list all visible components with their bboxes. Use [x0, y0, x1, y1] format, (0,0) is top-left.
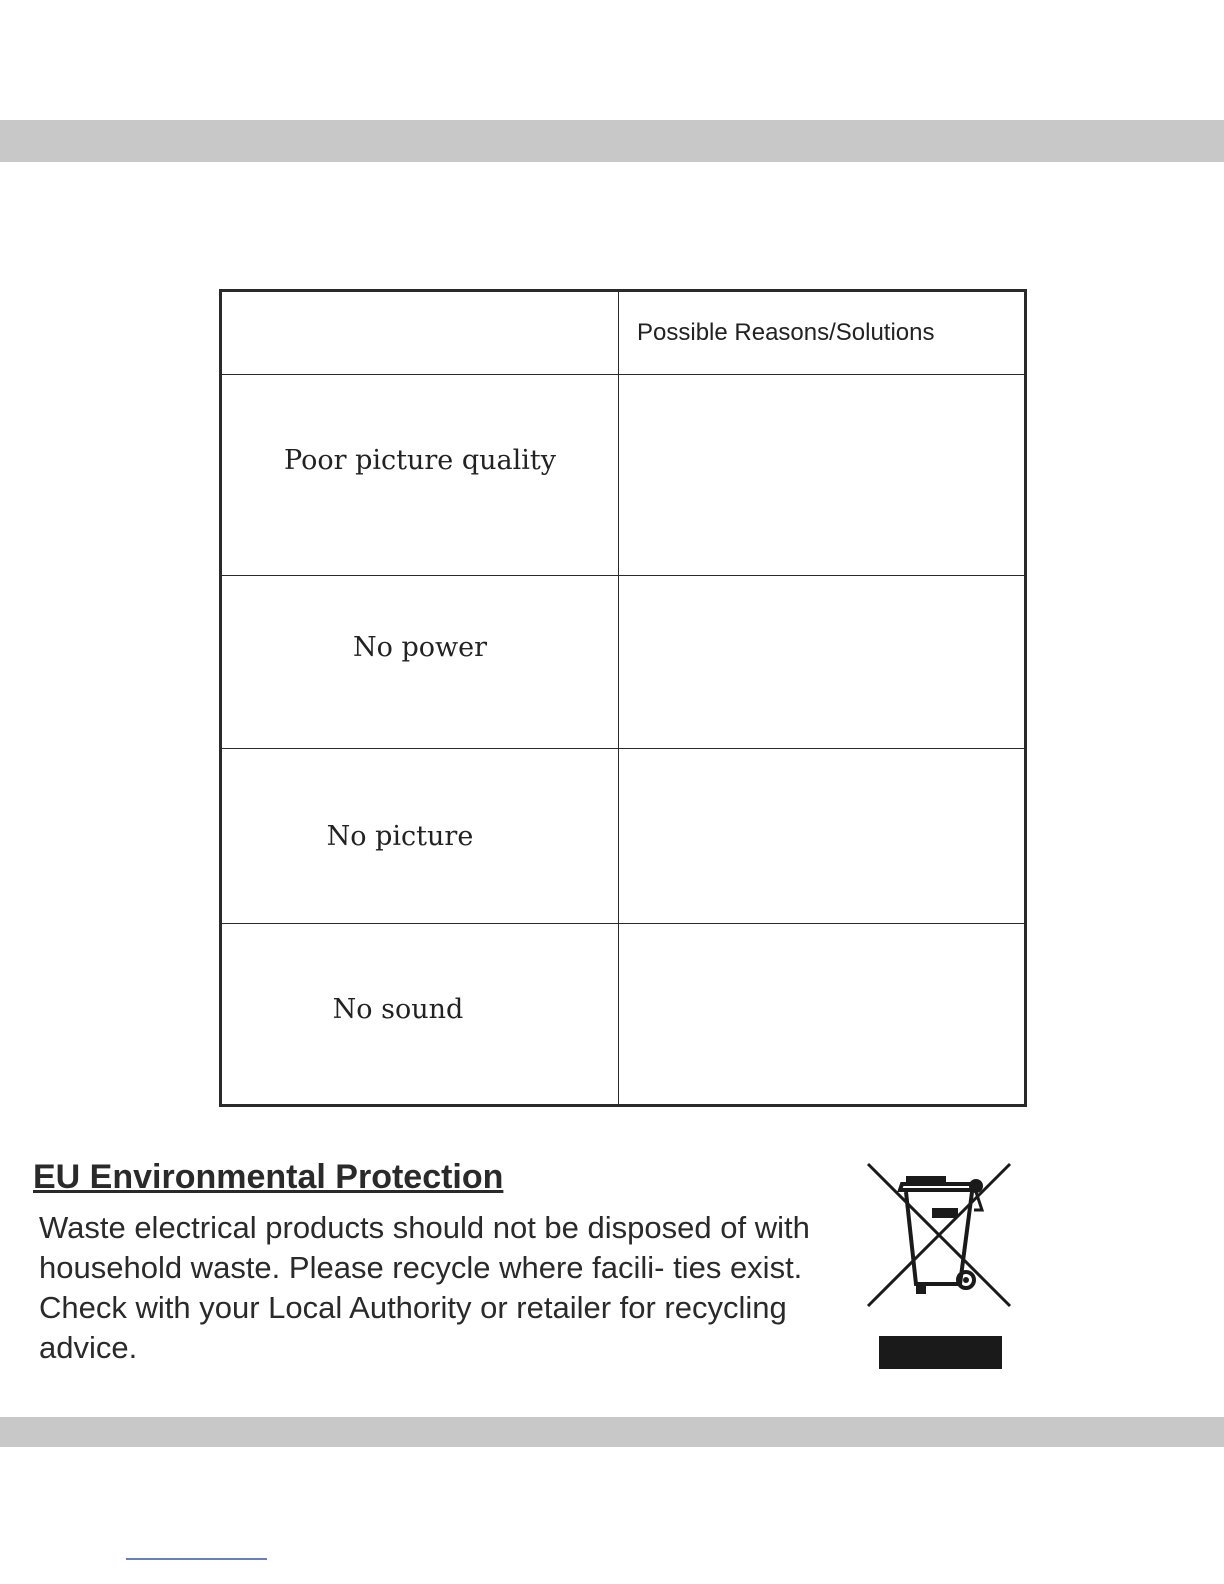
- symptom-label: No sound: [332, 993, 464, 1025]
- symptom-cell: [221, 375, 619, 576]
- table-row: [221, 576, 1026, 749]
- symptom-label: No power: [353, 631, 487, 663]
- header-cell-symptom: [221, 291, 619, 375]
- eu-protection-title: EU Environmental Protection: [33, 1158, 504, 1196]
- symptom-label: No picture: [326, 820, 474, 852]
- footer-rule: [126, 1558, 267, 1560]
- table-header-row: [221, 291, 1026, 375]
- eu-protection-text: Waste electrical products should not be disposed of with household waste. Please recycle where facili- ties exist. Check with your Local Authority or retailer for recycling advice.: [39, 1210, 810, 1365]
- symptom-cell: [221, 576, 619, 749]
- troubleshooting-table: [219, 289, 1027, 1107]
- table-row: [221, 749, 1026, 924]
- solution-cell: [619, 749, 1026, 924]
- table-row: [221, 924, 1026, 1106]
- solutions-header: Possible Reasons/Solutions: [637, 319, 935, 346]
- symptom-cell: [221, 749, 619, 924]
- symptom-cell: [221, 924, 619, 1106]
- crossed-out-wheelie-bin-icon: [864, 1160, 1014, 1372]
- header-cell-solutions: [619, 291, 1026, 375]
- solution-cell: [619, 924, 1026, 1106]
- solution-cell: [619, 375, 1026, 576]
- solution-cell: [619, 576, 1026, 749]
- symptom-label: Poor picture quality: [284, 444, 556, 476]
- bottom-band: [0, 1417, 1224, 1447]
- table-row: [221, 375, 1026, 576]
- top-band: [0, 120, 1224, 162]
